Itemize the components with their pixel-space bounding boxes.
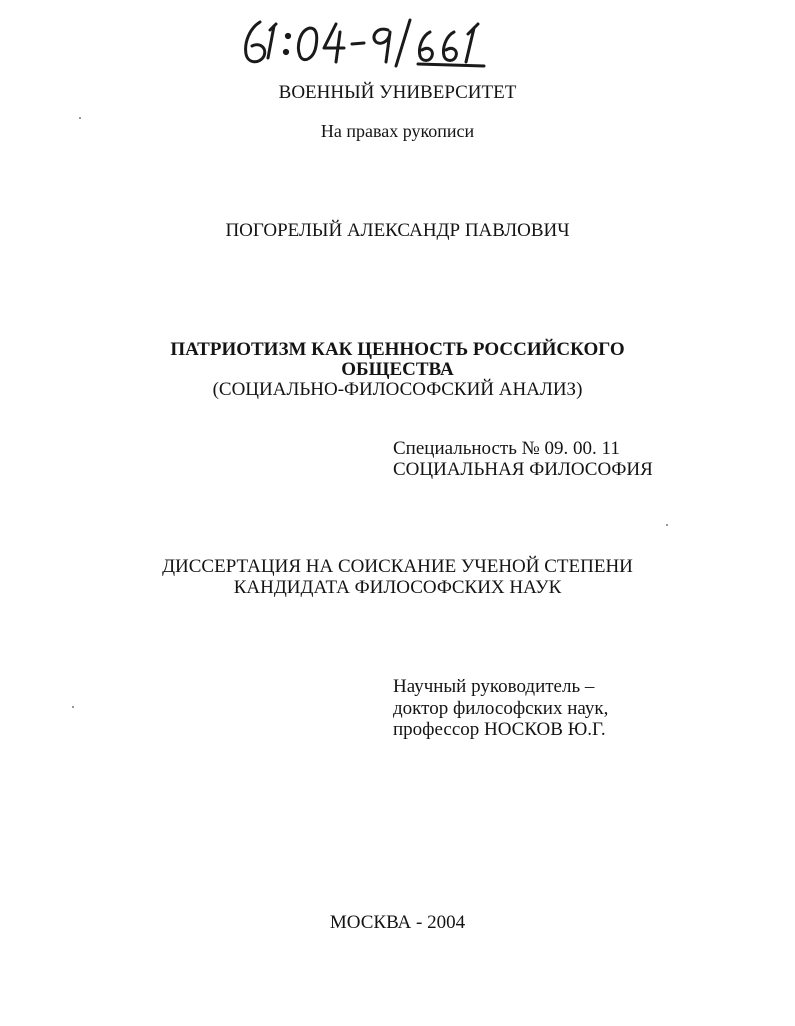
- supervisor-degree: доктор философских наук,: [393, 698, 609, 719]
- specialty-name: СОЦИАЛЬНАЯ ФИЛОСОФИЯ: [393, 459, 653, 480]
- dissertation-line-2: КАНДИДАТА ФИЛОСОФСКИХ НАУК: [233, 577, 562, 598]
- dissertation-line-1: ДИССЕРТАЦИЯ НА СОИСКАНИЕ УЧЕНОЙ СТЕПЕНИ: [162, 556, 633, 577]
- title-subtitle: (СОЦИАЛЬНО-ФИЛОСОФСКИЙ АНАЛИЗ): [212, 379, 583, 400]
- handwritten-archive-code: [232, 8, 492, 72]
- title-line-2: ОБЩЕСТВА: [341, 359, 454, 380]
- scan-speck: [666, 524, 668, 526]
- supervisor-role: Научный руководитель –: [393, 676, 595, 697]
- supervisor-name: профессор НОСКОВ Ю.Г.: [393, 719, 606, 740]
- place-and-year: МОСКВА - 2004: [329, 912, 466, 933]
- scan-speck: [79, 117, 81, 119]
- university-name: ВОЕННЫЙ УНИВЕРСИТЕТ: [278, 82, 517, 103]
- author-name: ПОГОРЕЛЫЙ АЛЕКСАНДР ПАВЛОВИЧ: [225, 220, 570, 241]
- title-line-1: ПАТРИОТИЗМ КАК ЦЕННОСТЬ РОССИЙСКОГО: [170, 339, 625, 360]
- manuscript-note: На правах рукописи: [320, 121, 475, 141]
- specialty-number: Специальность № 09. 00. 11: [393, 438, 620, 459]
- scan-speck: [72, 706, 74, 708]
